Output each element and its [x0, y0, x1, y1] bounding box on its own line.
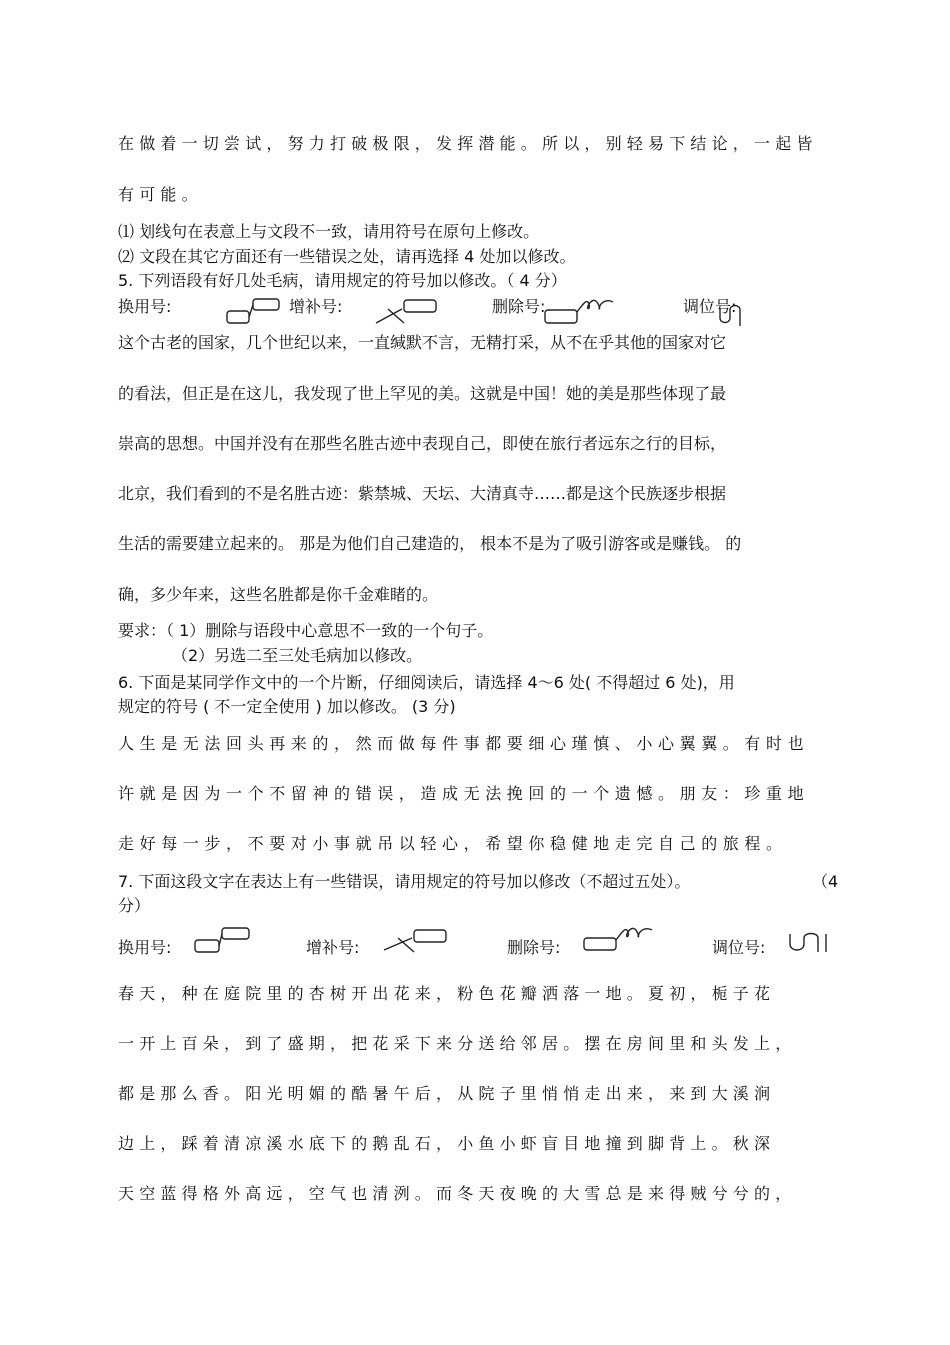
passage-line: 天空蓝得格外高远，空气也清洌。而冬天夜晚的大雪总是来得贼兮兮的，: [118, 1184, 797, 1203]
passage-line: 崇高的思想。中国并没有在那些名胜古迹中表现自己，即使在旅行者远东之行的目标，: [118, 434, 727, 453]
passage-line: 边上，踩着清凉溪水底下的鹅乱石，小鱼小虾盲目地撞到脚背上。秋深: [118, 1134, 776, 1153]
question-7-prompt: 7. 下面这段文字在表达上有一些错误，请用规定的符号加以修改（不超过五处）。: [118, 872, 691, 891]
passage-line: 许就是因为一个不留神的错误，造成无法挽回的一个遗憾。朋友：珍重地: [118, 784, 810, 803]
passage-line: 这个古老的国家，几个世纪以来，一直缄默不言，无精打采，从不在乎其他的国家对它: [118, 333, 727, 352]
passage-line: 北京，我们看到的不是名胜古迹：紫禁城、天坛、大清真寺……都是这个民族逐步根据: [118, 484, 727, 503]
question-5-prompt: 5. 下列语段有好几处毛病，请用规定的符号加以修改。（ 4 分）: [118, 271, 567, 290]
delete-mark-icon: [582, 924, 654, 958]
question-6-prompt: 6. 下面是某同学作文中的一个片断，仔细阅读后，请选择 4～6 处( 不得超过 6 处)，用: [118, 673, 735, 692]
question-7-prompt: 分）: [118, 896, 151, 915]
requirement-2: （2）另选二至三处毛病加以修改。: [172, 646, 423, 665]
passage-line: 春天，种在庭院里的杏树开出花来，粉色花瓣洒落一地。夏初，栀子花: [118, 984, 776, 1003]
passage-line: 有可能。: [118, 185, 203, 204]
delete-mark-icon: [543, 294, 615, 328]
transpose-symbol-label: 调位号:: [683, 297, 737, 316]
replace-mark-icon: [226, 297, 282, 327]
insert-mark-icon: [374, 297, 440, 327]
subquestion-2: ⑵ 文段在其它方面还有一些错误之处，请再选择 4 处加以修改。: [118, 247, 576, 266]
insert-symbol-label: 增补号:: [289, 297, 343, 316]
transpose-mark-icon: [786, 930, 832, 956]
passage-line: 都是那么香。阳光明媚的酷暑午后，从院子里悄悄走出来，来到大溪涧: [118, 1084, 776, 1103]
insert-mark-icon: [382, 928, 450, 958]
replace-symbol-label: 换用号:: [118, 297, 172, 316]
passage-line: 走好每一步，不要对小事就吊以轻心，希望你稳健地走完自己的旅程。: [118, 834, 788, 853]
delete-symbol-label: 删除号:: [492, 297, 546, 316]
question-7-score: （4: [812, 872, 839, 891]
requirement-1: 要求：（ 1）删除与语段中心意思不一致的一个句子。: [118, 621, 494, 640]
passage-line: 确，多少年来，这些名胜都是你千金难睹的。: [118, 585, 439, 604]
passage-line: 生活的需要建立起来的。 那是为他们自己建造的， 根本不是为了吸引游客或是赚钱。 的: [118, 534, 742, 553]
transpose-symbol-label: 调位号:: [712, 938, 766, 957]
delete-symbol-label: 删除号:: [507, 938, 561, 957]
passage-line: 的看法，但正是在这儿，我发现了世上罕见的美。这就是中国！她的美是那些体现了最: [118, 384, 727, 403]
replace-mark-icon: [194, 926, 252, 956]
passage-line: 一开上百朵，到了盛期，把花采下来分送给邻居。摆在房间里和头发上，: [118, 1034, 797, 1053]
insert-symbol-label: 增补号:: [306, 938, 360, 957]
passage-line: 人生是无法回头再来的，然而做每件事都要细心瑾慎、小心翼翼。有时也: [118, 734, 810, 753]
replace-symbol-label: 换用号:: [118, 938, 172, 957]
subquestion-1: ⑴ 划线句在表意上与文段不一致，请用符号在原句上修改。: [118, 222, 540, 241]
transpose-mark-icon: [716, 300, 756, 328]
question-6-prompt: 规定的符号 ( 不一定全使用 ) 加以修改。 (3 分): [118, 697, 456, 716]
passage-line: 在做着一切尝试，努力打破极限，发挥潜能。所以，别轻易下结论，一起皆: [118, 134, 818, 153]
